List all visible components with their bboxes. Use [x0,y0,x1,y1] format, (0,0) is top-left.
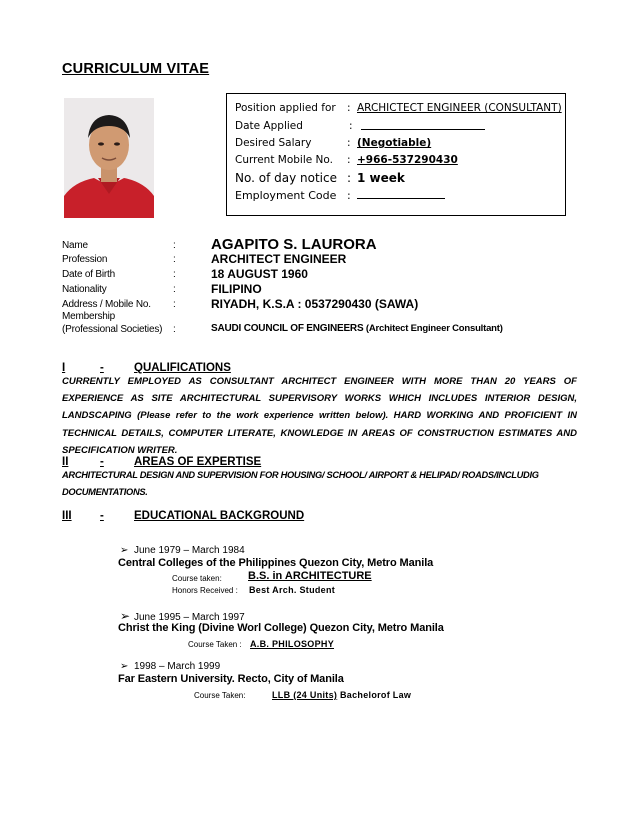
education-entry-1-honors: Best Arch. Student [249,585,336,595]
expertise-number: II [62,456,69,468]
qualifications-dash: - [100,362,104,374]
address-colon: : [173,299,176,310]
date-applied-blank [361,120,485,133]
name-label: Name [62,240,88,251]
salary-label: Desired Salary [235,137,312,149]
membership-org: SAUDI COUNCIL OF ENGINEERS [211,323,364,334]
expertise-dash: - [100,456,104,468]
expertise-text: ARCHITECTURAL DESIGN AND SUPERVISION FOR HOUSING/ SCHOOL/ AIRPORT & HELIPAD/ ROADS/INCLUDIG DOCUMENTATIONS. [62,470,539,498]
qualifications-title: QUALIFICATIONS [134,362,231,374]
bullet-arrow-icon: ➢ [120,545,129,556]
profession-colon: : [173,254,176,265]
profession-value: ARCHITECT ENGINEER [211,252,347,266]
salary-colon: : [347,137,351,149]
education-entry-2-course: A.B. PHILOSOPHY [250,639,335,649]
education-entry-1-course: B.S. in ARCHITECTURE [248,570,372,582]
mobile-label: Current Mobile No. [235,154,333,166]
education-entry-3-course-units: LLB (24 Units) [272,690,338,700]
bullet-arrow-icon: ➢ [120,609,131,623]
membership-colon: : [173,324,176,335]
education-entry-1-course-label: Course taken: [172,574,222,583]
name-value: AGAPITO S. LAURORA [211,236,377,253]
education-dash: - [100,510,104,522]
date-applied-label: Date Applied [235,120,303,132]
position-colon: : [347,102,351,114]
employment-code-colon: : [347,189,351,202]
nationality-label: Nationality [62,284,107,295]
education-entry-1-school: Central Colleges of the Philippines Quezon City, Metro Manila [118,557,434,569]
nationality-value: FILIPINO [211,282,262,296]
notice-label: No. of day notice [235,171,337,185]
membership-sublabel: (Professional Societies) [62,324,163,335]
mobile-value: +966-537290430 [357,154,458,166]
education-title: EDUCATIONAL BACKGROUND [134,510,305,522]
notice-value: 1 week [357,171,405,185]
employment-code-label: Employment Code [235,189,337,202]
position-label: Position applied for [235,102,336,114]
education-entry-3-course-rest: Bachelorof Law [337,690,412,700]
education-number: III [62,510,72,522]
position-value: ARCHICTECT ENGINEER (CONSULTANT) [357,102,562,114]
profile-photo [64,98,154,218]
salary-value: (Negotiable) [357,137,432,149]
profession-label: Profession [62,254,108,265]
employment-code-blank [357,189,445,202]
education-entry-2-dates: ➢ June 1995 – March 1997 [120,609,245,623]
education-entry-1-dates: ➢ June 1979 – March 1984 [120,545,245,556]
qualifications-text: CURRENTLY EMPLOYED AS CONSULTANT ARCHITECT ENGINEER WITH MORE THAN 20 YEARS OF EXPERIENCE AS SITE ARCHITECTURAL SUPERVISORY WORKS WHICH INCLUDES INTERIOR DESIGN, LANDSCAPING (Please refer to the work experience written below). HARD WORKING AND PROFICIENT IN TECHNICAL DETAILS, COMPUTER LITERATE, KNOWLEDGE IN AREAS OF CONSTRUCTION ESTIMATES AND SPECIFICATION WRITER. [62,376,577,456]
education-entry-3-course-label: Course Taken: [194,691,246,700]
application-info-box [226,93,566,216]
nationality-colon: : [173,284,176,295]
dob-colon: : [173,269,176,280]
name-colon: : [173,240,176,251]
address-value: RIYADH, K.S.A : 0537290430 (SAWA) [211,297,419,311]
expertise-title: AREAS OF EXPERTISE [134,456,262,468]
education-entry-3-school: Far Eastern University. Recto, City of Manila [118,673,344,685]
notice-colon: : [347,171,352,185]
date-applied-colon: : [349,120,353,132]
dob-label: Date of Birth [62,269,115,280]
address-label: Address / Mobile No. [62,299,151,310]
education-heading [62,510,382,524]
education-entry-3-dates: ➢ 1998 – March 1999 [120,661,221,672]
membership-detail: (Architect Engineer Consultant) [363,323,503,334]
education-entry-3-course [272,690,411,700]
education-entry-2-course-label: Course Taken : [188,640,242,649]
bullet-arrow-icon: ➢ [120,661,129,672]
document-title: CURRICULUM VITAE [62,61,210,77]
qualifications-number: I [62,362,66,374]
membership-label: Membership [62,311,116,322]
membership-value [211,323,503,334]
education-entry-1-honors-label: Honors Received : [172,586,238,595]
mobile-colon: : [347,154,351,166]
dob-value: 18 AUGUST 1960 [211,267,308,281]
education-entry-2-school: Christ the King (Divine Worl College) Quezon City, Metro Manila [118,622,444,634]
